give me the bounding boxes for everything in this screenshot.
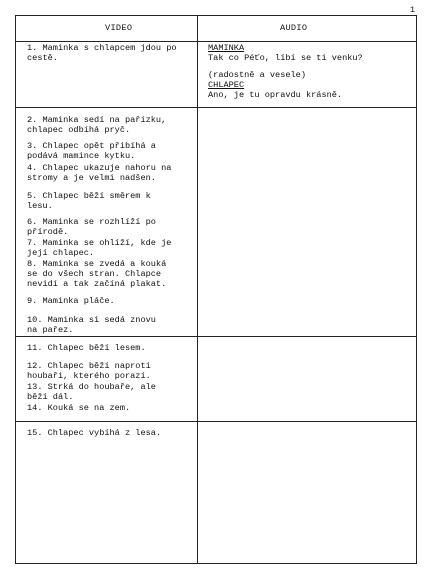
video-shot-3: 3. Chlapec opět přibíhá a podává mamince kytku. bbox=[27, 141, 156, 161]
dialogue-line: Tak co Péťo, líbí se ti venku? bbox=[208, 53, 363, 63]
row-divider bbox=[16, 107, 416, 108]
page-number: 1 bbox=[409, 5, 415, 15]
video-shot-10: 10. Maminka si sedá znovu na pařez. bbox=[27, 315, 156, 335]
video-shot-7: 7. Maminka se ohlíží, kde je její chlapec. bbox=[27, 238, 172, 258]
video-shot-2: 2. Maminka sedí na pařízku, chlapec odbíhá pryč. bbox=[27, 115, 167, 135]
audio-column-header: AUDIO bbox=[280, 23, 308, 33]
video-shot-8: 8. Maminka se zvedá a kouká se do všech stran. Chlapce nevidí a tak začíná plakat. bbox=[27, 259, 167, 289]
video-shot-6: 6. Maminka se rozhlíží po přírodě. bbox=[27, 217, 156, 237]
video-shot-11: 11. Chlapec běží lesem. bbox=[27, 343, 146, 353]
row-divider bbox=[16, 336, 416, 337]
dialogue-line: Ano, je tu opravdu krásně. bbox=[208, 90, 343, 100]
video-shot-14: 14. Kouká se na zem. bbox=[27, 403, 131, 413]
video-column-header: VIDEO bbox=[105, 23, 133, 33]
video-shot-13: 13. Strká do houbaře, ale běží dál. bbox=[27, 382, 156, 402]
audio-dialogue-2 bbox=[208, 70, 342, 100]
speaker-name: CHLAPEC bbox=[208, 80, 245, 90]
video-shot-4: 4. Chlapec ukazuje nahoru na stromy a je velmi nadšen. bbox=[27, 163, 172, 183]
stage-direction: (radostně a vesele) bbox=[208, 70, 306, 80]
speaker-name: MAMINKA bbox=[208, 43, 245, 53]
video-shot-5: 5. Chlapec běží směrem k lesu. bbox=[27, 191, 151, 211]
script-table bbox=[15, 15, 417, 564]
audio-dialogue-1 bbox=[208, 43, 363, 63]
video-shot-1: 1. Maminka s chlapcem jdou po cestě. bbox=[27, 43, 177, 63]
video-shot-15: 15. Chlapec vybíhá z lesa. bbox=[27, 428, 162, 438]
header-divider bbox=[16, 41, 416, 42]
row-divider bbox=[16, 421, 416, 422]
video-shot-12: 12. Chlapec běží naproti houbaři, kterého porazí. bbox=[27, 361, 151, 381]
video-shot-9: 9. Maminka pláče. bbox=[27, 296, 115, 306]
column-divider bbox=[197, 16, 198, 563]
